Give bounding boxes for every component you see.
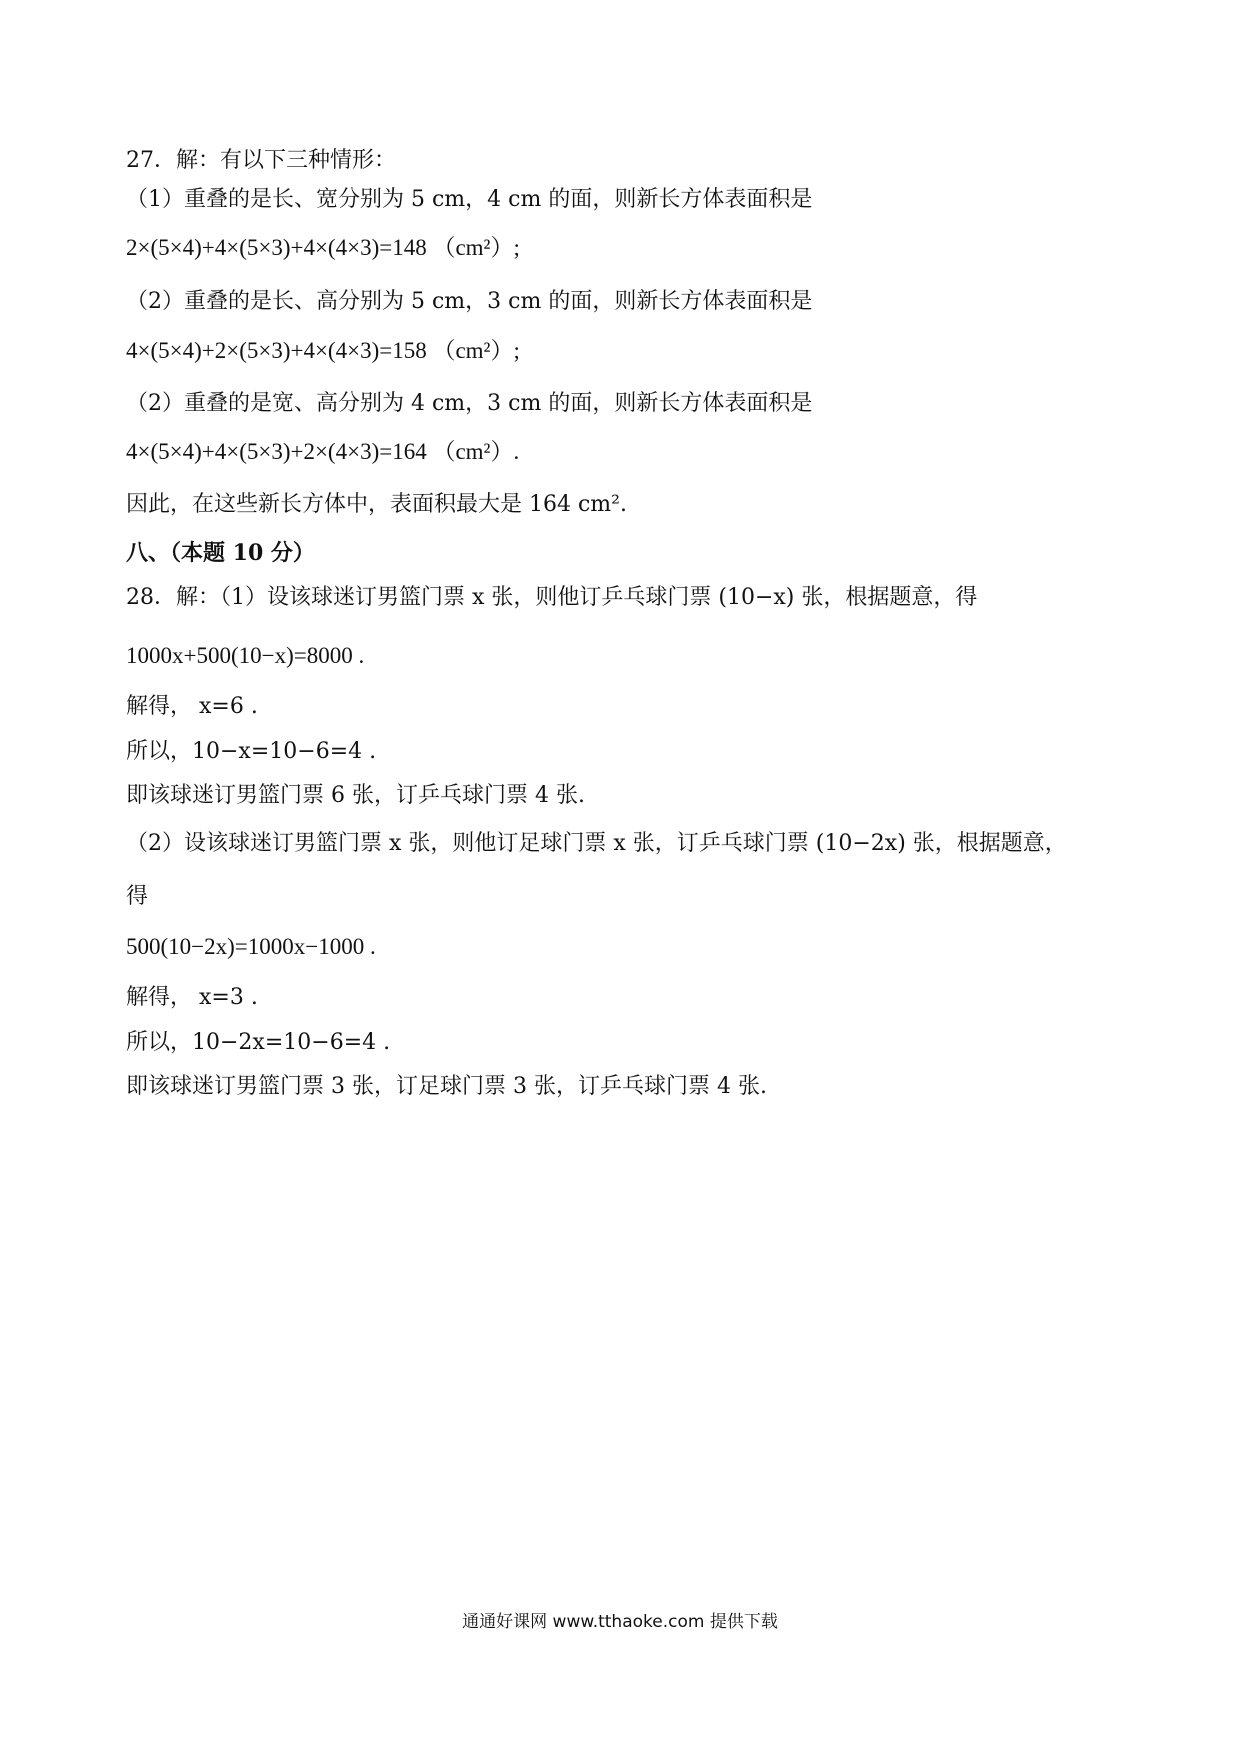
q27-intro: 27．解：有以下三种情形：	[126, 148, 396, 173]
q27-case2-text: （2）重叠的是长、高分别为 5 cm，3 cm 的面，则新长方体表面积是	[126, 289, 813, 314]
q28-part1-compute: 所以，10−x=10−6=4 .	[126, 739, 377, 764]
q27-case2-formula: 4×(5×4)+2×(5×3)+4×(4×3)=158 （cm²）;	[126, 338, 520, 363]
q28-part1-answer: 即该球迷订男篮门票 6 张，订乒乓球门票 4 张.	[126, 783, 585, 808]
section-8-heading: 八、（本题 10 分）	[126, 540, 315, 566]
q28-part2-equation: 500(10−2x)=1000x−1000 .	[126, 934, 376, 959]
q28-part1-solve: 解得， x=6 .	[126, 694, 258, 719]
q27-case1-text: （1）重叠的是长、宽分别为 5 cm，4 cm 的面，则新长方体表面积是	[126, 187, 813, 212]
q27-case3-formula: 4×(5×4)+4×(5×3)+2×(4×3)=164 （cm²）.	[126, 439, 520, 464]
page-footer: 通通好课网 www.tthaoke.com 提供下载	[462, 1612, 778, 1632]
q27-conclusion: 因此，在这些新长方体中，表面积最大是 164 cm².	[126, 492, 627, 517]
q28-part2-answer: 即该球迷订男篮门票 3 张，订足球门票 3 张，订乒乓球门票 4 张.	[126, 1074, 767, 1099]
q27-case1-formula: 2×(5×4)+4×(5×3)+4×(4×3)=148 （cm²）;	[126, 235, 520, 260]
q28-part2-solve: 解得， x=3 .	[126, 985, 258, 1010]
q28-part1-setup: 28．解：（1）设该球迷订男篮门票 x 张，则他订乒乓球门票 (10−x) 张，根据题意，得	[126, 585, 978, 610]
q28-part1-equation: 1000x+500(10−x)=8000 .	[126, 643, 365, 668]
q28-part2-setup: （2）设该球迷订男篮门票 x 张，则他订足球门票 x 张，订乒乓球门票 (10−2x) 张，根据题意，	[126, 831, 1067, 856]
q28-part2-setup-cont: 得	[126, 884, 149, 909]
q28-part2-compute: 所以，10−2x=10−6=4 .	[126, 1030, 391, 1055]
q27-case3-text: （2）重叠的是宽、高分别为 4 cm，3 cm 的面，则新长方体表面积是	[126, 391, 813, 416]
